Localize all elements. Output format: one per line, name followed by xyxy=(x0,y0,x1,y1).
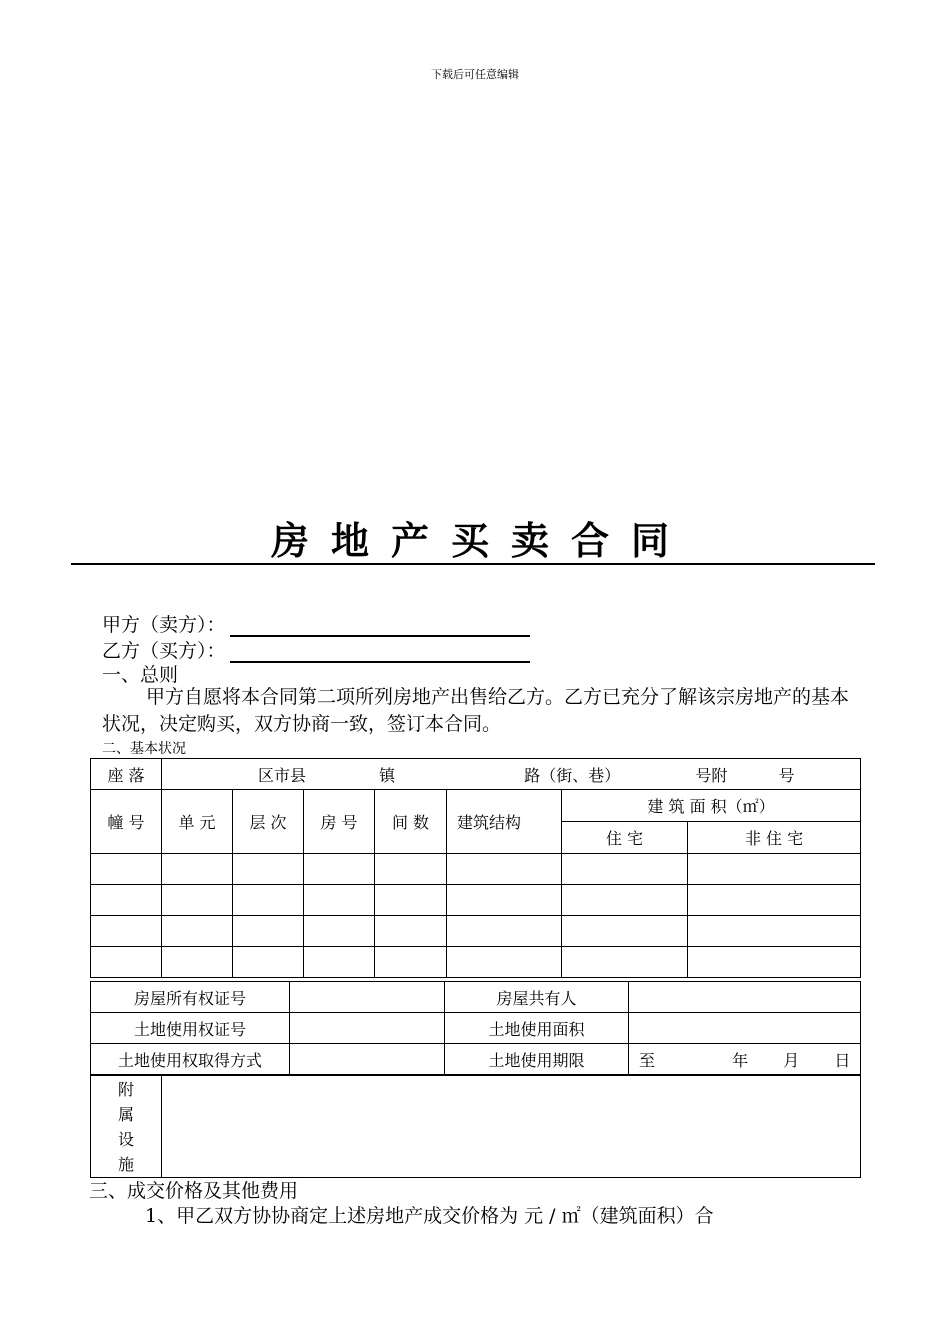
table-cell[interactable] xyxy=(233,916,304,947)
non-residential-header: 非 住 宅 xyxy=(688,822,861,854)
table-cell[interactable] xyxy=(562,854,688,885)
document-title: 房地产买卖合同 xyxy=(270,518,691,563)
location-row xyxy=(91,759,861,790)
facilities-field[interactable] xyxy=(162,1076,861,1178)
facilities-row xyxy=(91,1076,861,1178)
party-b-field[interactable] xyxy=(230,641,530,663)
table-cell[interactable] xyxy=(447,854,562,885)
table-row xyxy=(91,854,861,885)
table-cell[interactable] xyxy=(375,916,447,947)
road-label: 路（街、巷） xyxy=(524,765,621,785)
table-cell[interactable] xyxy=(233,947,304,978)
residential-header: 住 宅 xyxy=(562,822,688,854)
table-cell[interactable] xyxy=(304,885,375,916)
table-cell[interactable] xyxy=(91,854,162,885)
header-note: 下载后可任意编辑 xyxy=(431,68,519,81)
table-cell[interactable] xyxy=(375,947,447,978)
land-use-term-field[interactable] xyxy=(629,1044,861,1075)
table-row xyxy=(91,916,861,947)
land-use-cert-field[interactable] xyxy=(290,1013,445,1044)
clause1-text: 1、甲乙双方协协商定上述房地产成交价格为 元 / ㎡（建筑面积）合 xyxy=(145,1205,714,1227)
table-cell[interactable] xyxy=(91,885,162,916)
section1-text: 甲方自愿将本合同第二项所列房地产出售给乙方。乙方已充分了解该宗房地产的基本状况，决定购买，双方协商一致，签订本合同。 xyxy=(102,686,850,735)
table-cell[interactable] xyxy=(162,885,233,916)
land-use-area-field[interactable] xyxy=(629,1013,861,1044)
table-cell[interactable] xyxy=(447,885,562,916)
table-cell[interactable] xyxy=(375,854,447,885)
facilities-char: 设 xyxy=(117,1130,134,1149)
section1-heading: 一、总则 xyxy=(102,664,179,686)
table-cell[interactable] xyxy=(375,885,447,916)
land-acquire-method-field[interactable] xyxy=(290,1044,445,1075)
table-cell[interactable] xyxy=(233,885,304,916)
facilities-label xyxy=(91,1076,162,1178)
location-cell[interactable] xyxy=(162,759,861,790)
section3-heading: 三、成交价格及其他费用 xyxy=(89,1180,299,1202)
sub-number-label: 号 xyxy=(778,765,795,785)
table-cell[interactable] xyxy=(162,947,233,978)
table-row xyxy=(91,947,861,978)
land-info-table xyxy=(90,981,861,1075)
party-b-label: 乙方（买方）： xyxy=(102,640,226,662)
floor-header: 层 次 xyxy=(233,790,304,854)
table-cell[interactable] xyxy=(688,916,861,947)
structure-header: 建筑结构 xyxy=(447,790,562,854)
co-owner-label: 房屋共有人 xyxy=(445,982,629,1013)
number-label: 号附 xyxy=(695,765,728,785)
table-cell[interactable] xyxy=(304,947,375,978)
property-unit-table xyxy=(90,758,861,978)
term-day-label: 日 xyxy=(834,1050,851,1070)
facilities-char: 施 xyxy=(117,1155,134,1174)
table-cell[interactable] xyxy=(447,916,562,947)
table-cell[interactable] xyxy=(91,916,162,947)
table-cell[interactable] xyxy=(162,916,233,947)
table-cell[interactable] xyxy=(447,947,562,978)
ownership-row xyxy=(91,982,861,1013)
table-cell[interactable] xyxy=(162,854,233,885)
party-a-label: 甲方（卖方）： xyxy=(102,614,226,636)
land-acquire-method-label: 土地使用权取得方式 xyxy=(91,1044,290,1075)
party-b-line xyxy=(102,636,530,663)
land-use-cert-label: 土地使用权证号 xyxy=(91,1013,290,1044)
term-to-label: 至 xyxy=(639,1050,656,1070)
section2-heading: 二、基本状况 xyxy=(102,741,186,757)
party-a-field[interactable] xyxy=(230,615,530,637)
co-owner-field[interactable] xyxy=(629,982,861,1013)
area-header: 建 筑 面 积（㎡） xyxy=(562,790,861,822)
land-term-row xyxy=(91,1044,861,1075)
table-row xyxy=(91,885,861,916)
land-use-area-label: 土地使用面积 xyxy=(445,1013,629,1044)
location-label: 座 落 xyxy=(91,759,162,790)
term-year-label: 年 xyxy=(732,1050,749,1070)
party-a-line xyxy=(102,610,530,637)
table-cell[interactable] xyxy=(562,947,688,978)
room-header: 房 号 xyxy=(304,790,375,854)
facilities-char: 属 xyxy=(117,1105,134,1124)
building-header: 幢 号 xyxy=(91,790,162,854)
facilities-char: 附 xyxy=(117,1080,134,1099)
land-use-term-label: 土地使用期限 xyxy=(445,1044,629,1075)
table-cell[interactable] xyxy=(304,854,375,885)
table-cell[interactable] xyxy=(562,885,688,916)
table-cell[interactable] xyxy=(233,854,304,885)
unit-header: 单 元 xyxy=(162,790,233,854)
ownership-cert-label: 房屋所有权证号 xyxy=(91,982,290,1013)
title-rule xyxy=(71,563,875,565)
land-cert-row xyxy=(91,1013,861,1044)
rooms-count-header: 间 数 xyxy=(375,790,447,854)
table-cell[interactable] xyxy=(304,916,375,947)
table-cell[interactable] xyxy=(91,947,162,978)
term-month-label: 月 xyxy=(783,1050,800,1070)
district-label: 区市县 xyxy=(258,765,307,785)
table-cell[interactable] xyxy=(562,916,688,947)
table-cell[interactable] xyxy=(688,854,861,885)
facilities-table xyxy=(90,1075,861,1178)
town-label: 镇 xyxy=(379,765,396,785)
table-cell[interactable] xyxy=(688,885,861,916)
table-cell[interactable] xyxy=(688,947,861,978)
ownership-cert-field[interactable] xyxy=(290,982,445,1013)
header-row-1 xyxy=(91,790,861,822)
